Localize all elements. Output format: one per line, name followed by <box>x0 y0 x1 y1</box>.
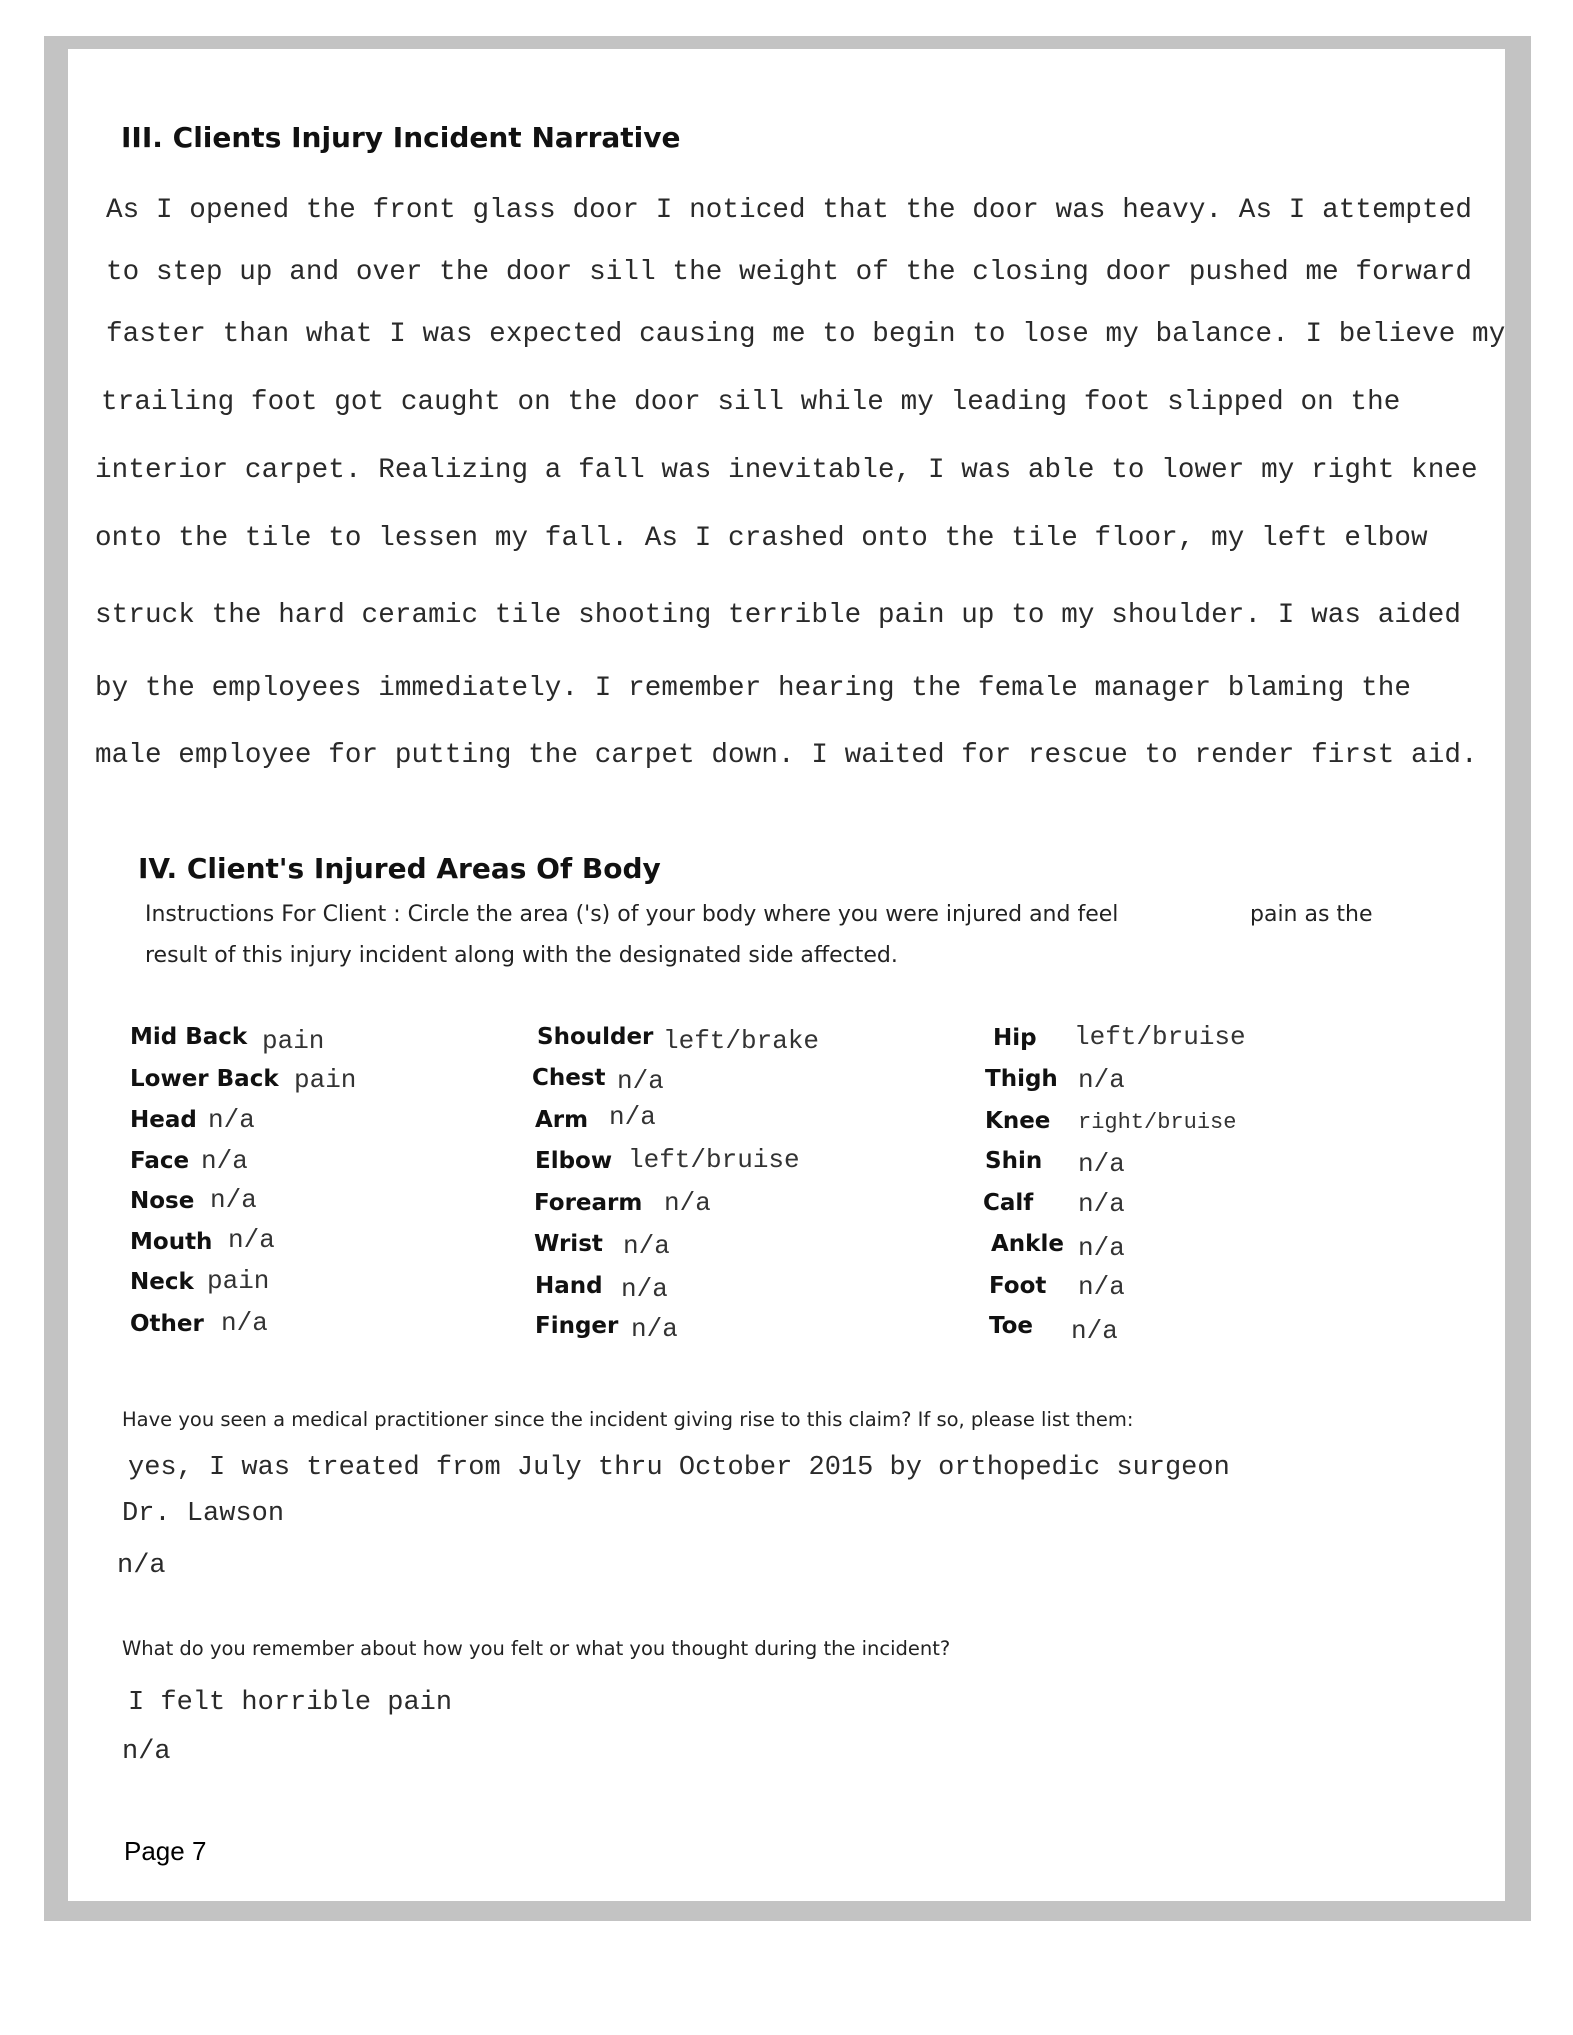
body-part-value: left/brake <box>663 1026 820 1056</box>
body-part-label: Calf <box>983 1190 1034 1216</box>
page-number: Page 7 <box>124 1836 207 1866</box>
body-part-value: n/a <box>1078 1233 1125 1263</box>
body-part-label: Forearm <box>534 1190 643 1216</box>
feelings-answer: I felt horrible pain <box>128 1688 453 1718</box>
narrative-line: interior carpet. Realizing a fall was inevitable, I was able to lower my right knee <box>95 455 1478 486</box>
body-part-label: Elbow <box>535 1148 613 1174</box>
body-part-label: Neck <box>130 1269 194 1295</box>
body-part-label: Head <box>130 1107 197 1133</box>
medical-question: Have you seen a medical practitioner since the incident giving rise to this claim? If so, please list them: <box>122 1408 1134 1431</box>
body-part-label: Foot <box>989 1273 1047 1299</box>
body-part-value: n/a <box>201 1146 248 1176</box>
narrative-line: by the employees immediately. I remember hearing the female manager blaming the <box>95 673 1412 704</box>
body-part-label: Arm <box>535 1107 589 1133</box>
body-part-value: n/a <box>1078 1149 1125 1179</box>
body-part-label: Lower Back <box>130 1066 279 1092</box>
body-part-value: n/a <box>609 1102 656 1132</box>
feelings-question: What do you remember about how you felt or what you thought during the incident? <box>122 1637 951 1660</box>
feelings-answer: n/a <box>122 1737 171 1767</box>
body-part-value: n/a <box>631 1314 678 1344</box>
body-part-value: left/bruise <box>1074 1022 1246 1052</box>
body-part-value: right/bruise <box>1078 1110 1237 1135</box>
body-part-label: Mouth <box>130 1229 213 1255</box>
body-part-value: n/a <box>617 1066 664 1096</box>
body-part-label: Wrist <box>534 1231 603 1257</box>
body-part-value: n/a <box>1078 1272 1125 1302</box>
instructions-text: result of this injury incident along with the designated side affected. <box>145 943 898 968</box>
body-part-value: n/a <box>208 1105 255 1135</box>
section3-title: III. Clients Injury Incident Narrative <box>121 121 681 154</box>
body-part-label: Chest <box>532 1065 606 1091</box>
body-part-label: Hand <box>535 1273 603 1299</box>
body-part-label: Other <box>130 1311 204 1337</box>
narrative-line: struck the hard ceramic tile shooting terrible pain up to my shoulder. I was aided <box>95 600 1462 631</box>
body-part-label: Hip <box>993 1025 1037 1051</box>
medical-answer: Dr. Lawson <box>122 1499 285 1529</box>
instructions-text: pain as the <box>1250 902 1373 927</box>
narrative-line: male employee for putting the carpet down. I waited for rescue to render first aid. <box>95 740 1478 771</box>
narrative-line: trailing foot got caught on the door sill while my leading foot slipped on the <box>101 387 1401 418</box>
body-part-label: Finger <box>535 1313 619 1339</box>
narrative-line: to step up and over the door sill the weight of the closing door pushed me forward <box>106 257 1473 288</box>
narrative-line: As I opened the front glass door I noticed that the door was heavy. As I attempted <box>106 195 1473 226</box>
body-part-label: Shoulder <box>537 1024 654 1050</box>
body-part-label: Ankle <box>991 1231 1064 1257</box>
body-part-value: pain <box>294 1065 357 1095</box>
body-part-value: n/a <box>221 1308 268 1338</box>
section4-title: IV. Client's Injured Areas Of Body <box>138 852 661 885</box>
body-part-value: n/a <box>228 1225 275 1255</box>
body-part-label: Shin <box>985 1148 1043 1174</box>
medical-answer: yes, I was treated from July thru October 2015 by orthopedic surgeon <box>128 1453 1230 1483</box>
body-part-value: n/a <box>1078 1189 1125 1219</box>
narrative-line: faster than what I was expected causing me to begin to lose my balance. I believe my <box>106 319 1506 350</box>
body-part-value: n/a <box>210 1185 257 1215</box>
body-part-label: Toe <box>989 1313 1034 1339</box>
body-part-value: pain <box>262 1026 325 1056</box>
narrative-line: onto the tile to lessen my fall. As I crashed onto the tile floor, my left elbow <box>95 523 1428 554</box>
body-part-value: n/a <box>1071 1316 1118 1346</box>
body-part-value: pain <box>207 1266 270 1296</box>
body-part-value: n/a <box>664 1188 711 1218</box>
body-part-value: left/bruise <box>628 1145 800 1175</box>
body-part-label: Knee <box>985 1108 1051 1134</box>
body-part-label: Face <box>130 1148 190 1174</box>
body-part-label: Mid Back <box>130 1024 248 1050</box>
body-part-label: Nose <box>130 1188 195 1214</box>
medical-answer: n/a <box>117 1551 166 1581</box>
body-part-value: n/a <box>1078 1065 1125 1095</box>
body-part-value: n/a <box>623 1231 670 1261</box>
instructions-text: Instructions For Client : Circle the area ('s) of your body where you were injured and feel <box>145 902 1119 927</box>
body-part-label: Thigh <box>985 1066 1058 1092</box>
document-page <box>68 49 1505 1901</box>
body-part-value: n/a <box>621 1274 668 1304</box>
